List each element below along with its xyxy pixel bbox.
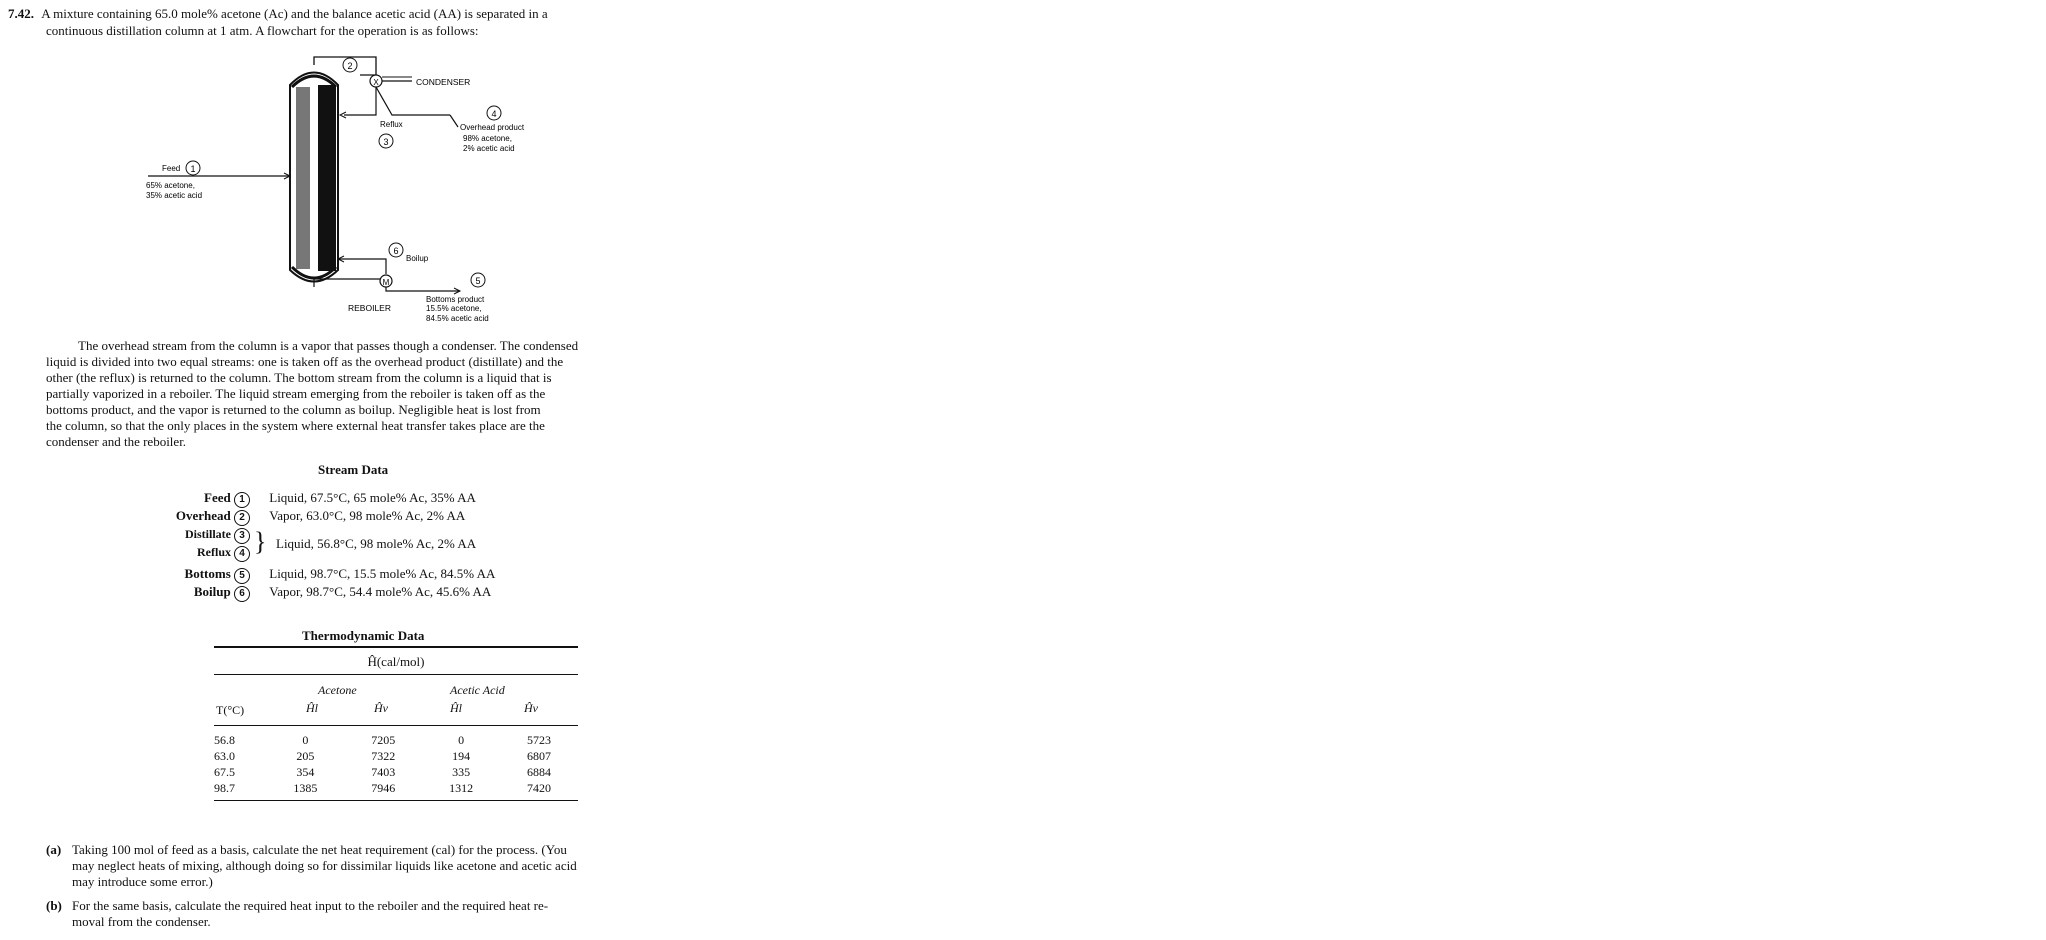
stream-6-number: 6 <box>393 246 399 256</box>
part-b-label: (b) <box>46 898 62 913</box>
stream-row-distillate: Distillate 3 <box>130 526 495 544</box>
stream-desc: Liquid, 98.7°C, 15.5 mole% Ac, 84.5% AA <box>269 566 496 581</box>
problem-header <box>8 6 548 22</box>
distillate-reflux-desc: Liquid, 56.8°C, 98 mole% Ac, 2% AA <box>276 536 477 551</box>
stream-desc: Vapor, 98.7°C, 54.4 mole% Ac, 45.6% AA <box>269 584 492 599</box>
hl-header: Ĥl <box>306 701 318 715</box>
bottoms-comp-2: 84.5% acetic acid <box>426 314 489 323</box>
question-parts <box>46 842 746 938</box>
stream-4-number: 4 <box>491 109 497 119</box>
thermo-title: Thermodynamic Data <box>302 628 425 643</box>
acetic-acid-header: Acetic Acid <box>450 683 505 697</box>
stream-desc: Liquid, 67.5°C, 65 mole% Ac, 35% AA <box>269 490 476 505</box>
stream-data-title: Stream Data <box>318 462 389 477</box>
t-column-header: T(°C) <box>216 703 245 717</box>
paragraph-line: The overhead stream from the column is a vapor that passes though a condenser. The condensed <box>78 338 579 353</box>
reflux-line <box>344 87 376 115</box>
hv-header: Ĥv <box>374 701 388 715</box>
acetone-header: Acetone <box>318 683 357 697</box>
distillate-line <box>376 87 450 115</box>
problem-line-2: continuous distillation column at 1 atm. A flowchart for the operation is as follows: <box>46 23 479 38</box>
overhead-comp-2: 2% acetic acid <box>463 144 515 153</box>
condenser-symbol: X <box>373 78 379 87</box>
table-row: 63.0 205 7322 194 6807 <box>214 749 552 763</box>
stream-row-feed: Feed 1 Liquid, 67.5°C, 65 mole% Ac, 35% AA <box>130 490 495 508</box>
overhead-product-label: Overhead product <box>460 123 525 132</box>
distillation-flowchart <box>146 55 600 325</box>
hl-header: Ĥl <box>450 701 462 715</box>
paragraph-line: condenser and the reboiler. <box>46 434 187 449</box>
reboiler-label: REBOILER <box>348 303 391 313</box>
boilup-label: Boilup <box>406 254 429 263</box>
part-a-label: (a) <box>46 842 62 857</box>
overhead-comp-1: 98% acetone, <box>463 134 512 143</box>
stream-row-boilup: Boilup 6 Vapor, 98.7°C, 54.4 mole% Ac, 45.6% AA <box>130 584 495 602</box>
boilup-line <box>338 259 386 274</box>
part-b: (b) For the same basis, calculate the required heat input to the reboiler and the required heat re- moval from the condenser. <box>46 898 549 929</box>
stream-1-number: 1 <box>190 164 196 174</box>
stream-desc: Vapor, 63.0°C, 98 mole% Ac, 2% AA <box>269 508 466 523</box>
paragraph-line: partially vaporized in a reboiler. The liquid stream emerging from the reboiler is taken off as the <box>46 386 546 401</box>
condenser-label: CONDENSER <box>416 77 471 87</box>
feed-comp-2: 35% acetic acid <box>146 191 203 200</box>
hv-header: Ĥv <box>524 701 538 715</box>
bottoms-product-line <box>386 287 460 291</box>
table-row: 56.8 0 7205 0 5723 <box>214 733 552 747</box>
table-row: 98.7 1385 7946 1312 7420 <box>214 781 552 795</box>
stream-row-overhead: Overhead 2 Vapor, 63.0°C, 98 mole% Ac, 2% AA <box>130 508 495 526</box>
feed-comp-1: 65% acetone, <box>146 181 195 190</box>
paragraph-line: liquid is divided into two equal streams: one is taken off as the overhead product (distillate) and the <box>46 354 564 369</box>
paragraph-line: other (the reflux) is returned to the column. The bottom stream from the column is a liquid that is <box>46 370 552 385</box>
stream-row-reflux: Reflux 4 <box>130 544 495 562</box>
paragraph-line: the column, so that the only places in the system where external heat transfer takes place are the <box>46 418 545 433</box>
stream-data: Feed 1 Liquid, 67.5°C, 65 mole% Ac, 35% AA Overhead 2 Vapor, 63.0°C, 98 mole% Ac, 2% AA Distillate 3 Reflux 4 } Liquid, 56.8°C, 98 mole% Ac, 2% AA Bottoms 5 Liquid, 98.7°C, 15.5 mole% Ac, 84.5% AA Boilup 6 Vapor, 98.7°C, 54.4 mole% Ac, 45.6% AA <box>130 490 495 602</box>
description-paragraph <box>46 338 726 450</box>
stream-3-number: 3 <box>383 137 389 147</box>
stream-2-number: 2 <box>347 61 353 71</box>
table-row: 67.5 354 7403 335 6884 <box>214 765 552 779</box>
bottoms-product-label: Bottoms product <box>426 295 485 304</box>
part-a: (a) Taking 100 mol of feed as a basis, calculate the net heat requirement (cal) for the process. (You may neglect heats of mixing, although doing so for dissimilar liquids like acetone and acetic acid may introduce some error.) <box>46 842 577 889</box>
reboiler-symbol: M <box>382 278 390 287</box>
thermo-table <box>214 732 578 796</box>
problem-line-1: A mixture containing 65.0 mole% acetone (Ac) and the balance acetic acid (AA) is separated in a <box>41 6 548 21</box>
stream-row-bottoms: Bottoms 5 Liquid, 98.7°C, 15.5 mole% Ac, 84.5% AA <box>130 566 495 584</box>
paragraph-line: bottoms product, and the vapor is returned to the column as boilup. Negligible heat is lost from <box>46 402 541 417</box>
column-shell <box>290 73 338 282</box>
thermo-table-wrap <box>214 646 578 801</box>
thermo-unit: Ĥ(cal/mol) <box>367 654 425 669</box>
condenser <box>370 75 412 87</box>
feed-label: Feed <box>162 164 181 173</box>
problem-number: 7.42. <box>8 6 34 21</box>
stream-5-number: 5 <box>475 276 481 286</box>
reflux-label: Reflux <box>380 120 403 129</box>
bottoms-comp-1: 15.5% acetone, <box>426 304 482 313</box>
